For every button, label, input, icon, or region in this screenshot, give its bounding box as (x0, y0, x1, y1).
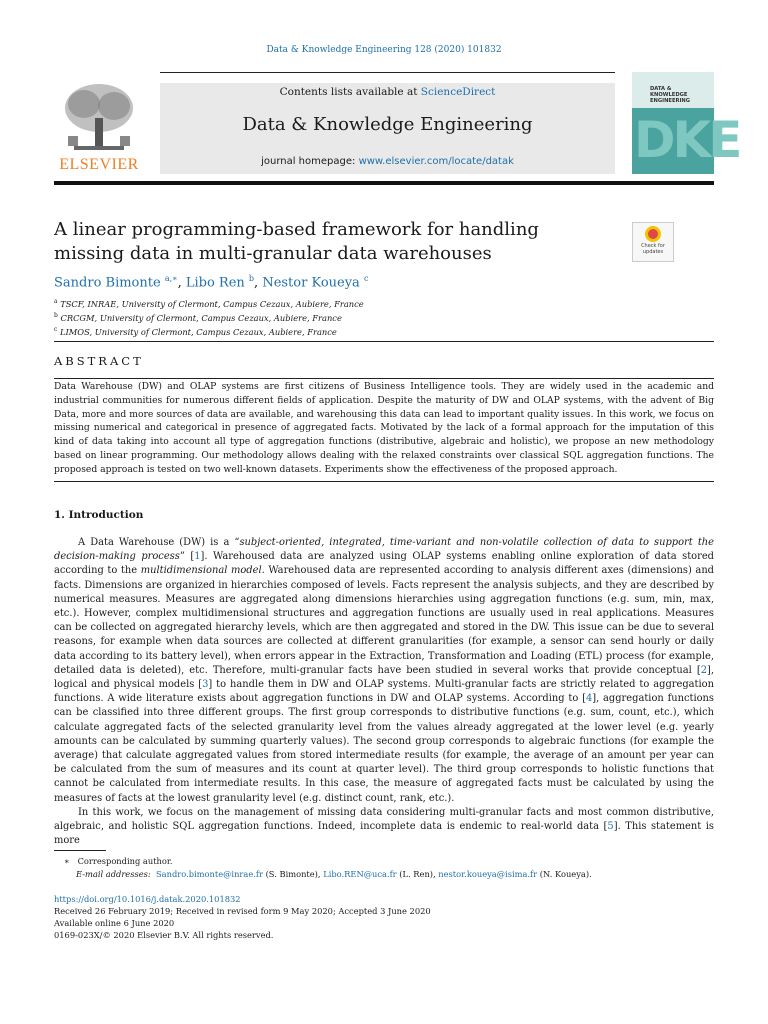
author-sup[interactable]: a,∗ (164, 274, 178, 283)
abstract-rule-mid (54, 378, 714, 379)
received-dates: Received 26 February 2019; Received in revised form 9 May 2020; Accepted 3 June 2020 (54, 906, 431, 916)
paragraph (54, 806, 714, 849)
affiliation-text: TSCF, INRAE, University of Clermont, Campus Cezaux, Aubiere, France (60, 298, 364, 309)
text-run: . Warehoused data are represented according to analysis different axes (dimensions) and facts. Dimensions are organized in hierarchies composed of levels. Facts represent the analysis subjects, and they are described by numerical measures. Measures are aggregated along dimensions hierarchies using aggregation functions (e.g. sum, min, max, etc.). However, complex multidimensional structures and aggregation functions are usually used in real applications. Measures can be collected on aggregated hierarchy levels, which are then aggregated and stored in the DW. This issue can be due to several reasons, for example when data sources are collected at different granularities (for example, a sensor can send hourly or daily data according to its battery level), when errors appear in the Extraction, Transformation and Loading (ETL) process (for example, detailed data is deleted), etc. Therefore, multi-granular facts have been studied in several works that provide conceptual [ (54, 565, 714, 676)
journal-masthead (160, 83, 615, 174)
text-run: ], logical and physical models [ (54, 664, 714, 691)
author-link[interactable]: Libo Ren (185, 275, 245, 291)
header-thick-rule (54, 181, 714, 185)
journal-reference[interactable]: Data & Knowledge Engineering 128 (2020) 101832 (266, 45, 502, 55)
contents-line (160, 86, 615, 98)
author-link[interactable]: Nestor Koueya (262, 275, 360, 291)
abstract-rule-bottom (54, 481, 714, 482)
text-run: In this work, we focus on the management of missing data considering multi-granular facts and most common distributive, algebraic, and holistic SQL aggregation functions. Indeed, incomplete data is endemic to real-world data [ (54, 806, 714, 833)
text-run: ]. This statement is more (54, 821, 714, 847)
text-run: ]. Warehoused data are analyzed using OLAP systems enabling online exploration of data stored according to the (54, 551, 714, 577)
email-owner: (N. Koueya). (537, 869, 592, 879)
affiliations (54, 296, 364, 337)
affiliation (54, 310, 364, 324)
email-label: E-mail addresses: (76, 869, 151, 879)
affiliation-mark: c (54, 325, 58, 333)
citation-link[interactable]: 1 (194, 551, 201, 563)
text-run: A Data Warehouse (DW) is a “ (78, 537, 240, 548)
footnote-mark: ∗ (64, 856, 70, 866)
citation-link[interactable]: 3 (202, 679, 209, 691)
affiliation (54, 324, 364, 338)
tree-icon (54, 80, 144, 156)
homepage-link[interactable]: www.elsevier.com/locate/datak (358, 156, 514, 167)
affiliation-mark: b (54, 311, 58, 319)
paragraph (54, 536, 714, 806)
emphasis: multidimensional model (140, 565, 262, 577)
affiliation-mark: a (54, 298, 58, 305)
cover-title: DATA & KNOWLEDGE ENGINEERING (650, 86, 691, 104)
corresponding-author-note (64, 855, 714, 868)
paper-title: A linear programming-based framework for handling missing data in multi-granular data warehouses (54, 219, 539, 264)
text-run: ] to handle them in DW and OLAP systems. Multi-granular facts are strictly related to aggregation functions. A wide literature exists about aggregation functions in DW and OLAP systems. According to [ (54, 679, 714, 705)
email-owner: (L. Ren), (396, 869, 439, 879)
footnotes (64, 855, 714, 881)
abstract-rule-top (54, 341, 714, 342)
definition-quote: subject-oriented, integrated, time-variant and non-volatile collection of data to support the decision-making process (54, 537, 714, 563)
journal-cover[interactable] (632, 72, 740, 174)
sciencedirect-link[interactable]: ScienceDirect (420, 86, 496, 98)
author-link[interactable]: Sandro Bimonte (54, 275, 161, 291)
email-link[interactable]: Sandro.bimonte@inrae.fr (155, 869, 263, 879)
abstract-text: Data Warehouse (DW) and OLAP systems are first citizens of Business Intelligence tools. They are widely used in the academic and industrial communities for numerous different fields of application. Despite the maturity of DW and OLAP systems, with the advent of Big Data, more and more sources of data are available, and warehousing this data can lead to important quality issues. In this work, we focus on missing numerical and categorical in presence of aggregated facts. Motivated by the lack of a formal approach for the imputation of this kind of data taking into account all type of aggregation functions (distributive, algebraic and holistic), we propose an new methodology based on linear programming. Our methodology allows dealing with the relaxed constraints over classical SQL aggregation functions. The proposed approach is tested on two well-known datasets. Experiments show the effectiveness of the proposed approach. (54, 381, 714, 475)
author-sup[interactable]: c (363, 274, 369, 283)
journal-title: Data & Knowledge Engineering (242, 114, 533, 135)
cover-letters: DKE (634, 111, 740, 169)
body-text (54, 536, 714, 848)
citation-link[interactable]: 4 (585, 693, 593, 705)
text-run: ” [ (179, 551, 195, 563)
email-link[interactable]: Libo.REN@uca.fr (323, 869, 397, 879)
check-for-updates-button[interactable] (632, 222, 674, 262)
doi-link[interactable]: https://doi.org/10.1016/j.datak.2020.101832 (54, 894, 241, 904)
email-note (64, 868, 714, 881)
check-updates-label: Check for updates (641, 243, 665, 255)
homepage-line (160, 156, 615, 167)
copyright: 0169-023X/© 2020 Elsevier B.V. All rights reserved. (54, 930, 274, 940)
publisher-name: ELSEVIER (59, 156, 139, 173)
citation-link[interactable]: 5 (607, 821, 614, 833)
text-run: ], aggregation functions can be classified into three different groups. The first group corresponds to distributive functions (e.g. sum, count, etc.), which calculate aggregated facts of the selected granularity level from the values already aggregated at the lower level (e.g. yearly amounts can be calculated by summing quarterly values). The second group corresponds to algebraic functions (for example the average) that calculate aggregated values from stored intermediate results (for example, the average of an amount per year can be calculated from the sum of measures and its count at quarter level). The third group corresponds to holistic functions that cannot be calculated from intermediate results. In this case, the measure of aggregated facts must be calculated by using the measures of facts at the lowest granularity level (e.g. distinct count, rank, etc.). (54, 693, 714, 804)
email-owner: (S. Bimonte), (262, 869, 324, 879)
section-heading: 1. Introduction (54, 509, 144, 521)
author-list: Sandro Bimonte $^{a,∗}$, Libo Ren $^b$, Nestor Koueya $^c$ (54, 274, 369, 291)
affiliation-text: CRCGM, University of Clermont, Campus Cezaux, Aubiere, France (60, 312, 342, 323)
available-date: Available online 6 June 2020 (54, 918, 175, 928)
abstract-heading: ABSTRACT (54, 354, 144, 368)
affiliation-text: LIMOS, University of Clermont, Campus Cezaux, Aubiere, France (60, 326, 337, 337)
contents-prefix: Contents lists available at (279, 86, 421, 98)
top-rule (160, 72, 615, 73)
affiliation (54, 296, 364, 310)
author-sup[interactable]: b (248, 274, 255, 283)
citation-link[interactable]: 2 (700, 664, 707, 676)
publication-info (54, 893, 431, 941)
email-link[interactable]: nestor.koueya@isima.fr (438, 869, 538, 879)
homepage-prefix: journal homepage: (261, 156, 359, 167)
check-updates-icon (645, 226, 661, 242)
footnote-text: Corresponding author. (77, 856, 173, 866)
footnote-rule (54, 850, 106, 851)
